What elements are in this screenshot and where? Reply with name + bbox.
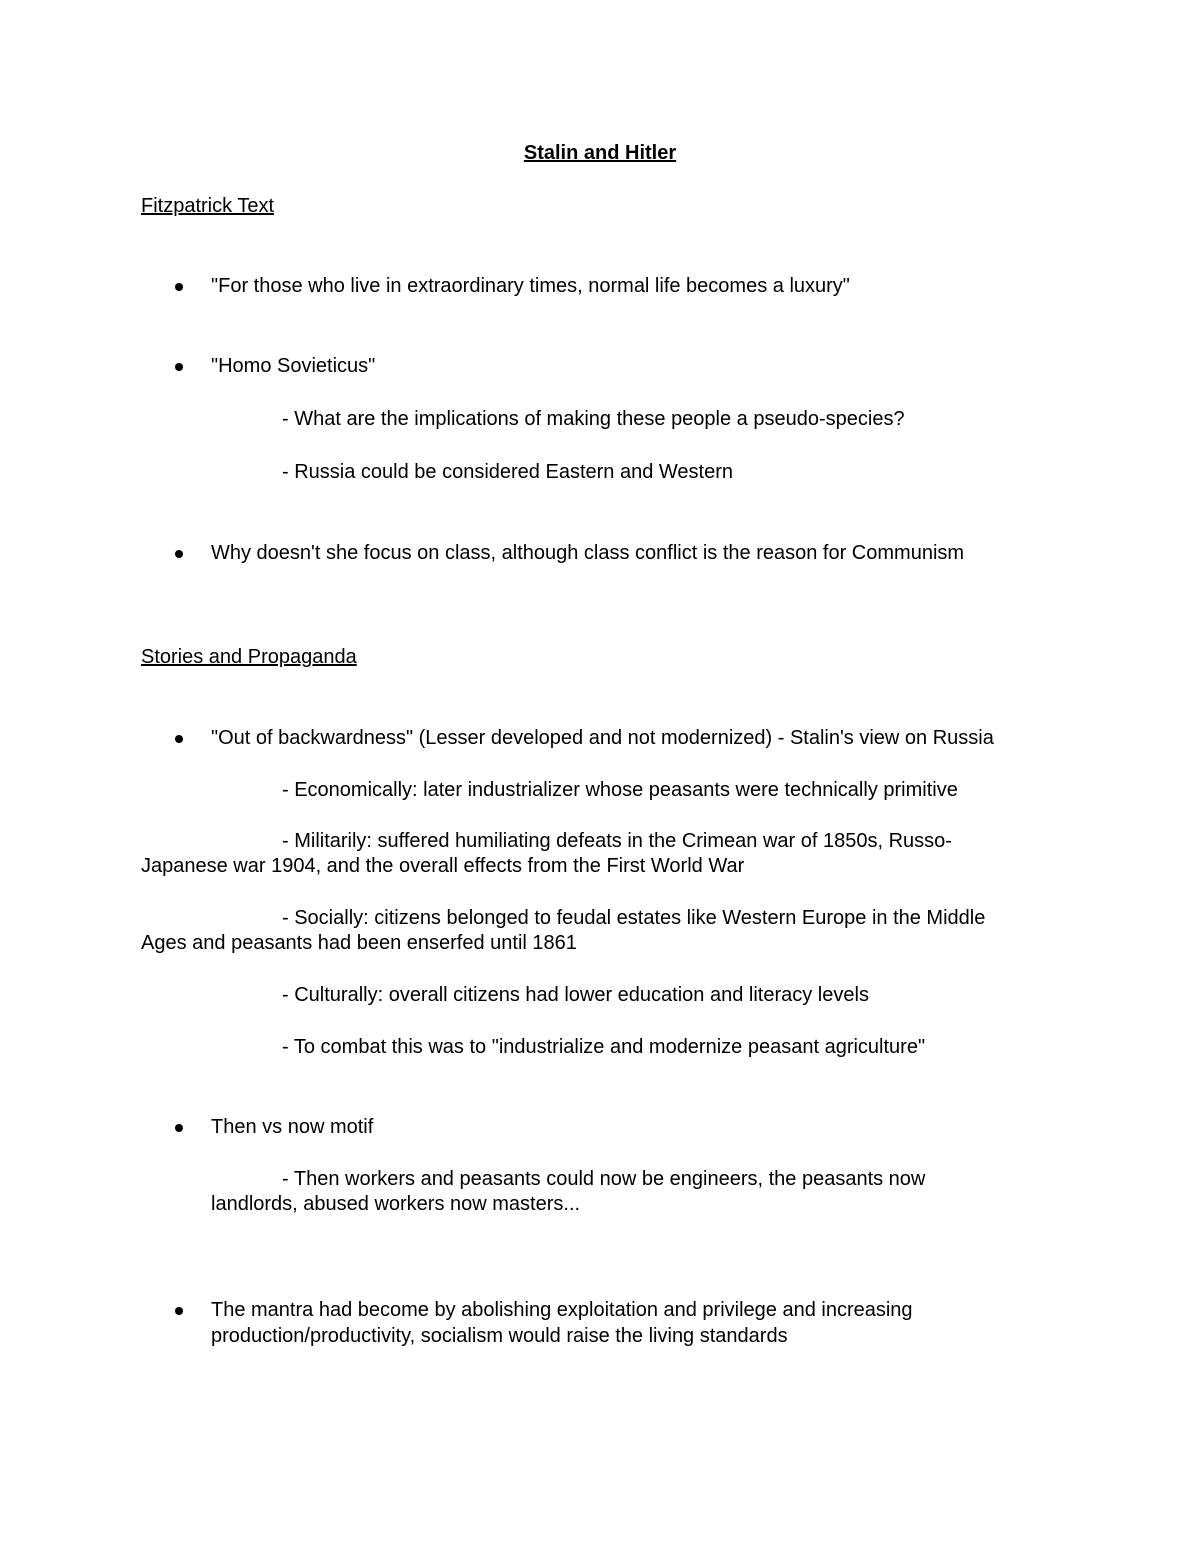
sub-item: - Economically: later industrializer whose peasants were technically primitive <box>282 779 958 801</box>
section-heading-fitzpatrick: Fitzpatrick Text <box>141 195 274 217</box>
bullet-icon <box>174 726 188 751</box>
bullet-icon <box>174 274 188 299</box>
sub-item-continuation: Japanese war 1904, and the overall effects from the First World War <box>141 855 745 877</box>
sub-item: - Socially: citizens belonged to feudal estates like Western Europe in the Middle <box>282 907 986 929</box>
bullet-icon <box>174 541 188 566</box>
list-item: "Out of backwardness" (Lesser developed and not modernized) - Stalin's view on Russia <box>211 727 994 749</box>
list-item: "For those who live in extraordinary times, normal life becomes a luxury" <box>211 275 850 297</box>
sub-item-continuation: landlords, abused workers now masters... <box>211 1193 581 1215</box>
list-item-continuation: production/productivity, socialism would raise the living standards <box>211 1325 788 1347</box>
bullet-icon <box>174 1298 188 1323</box>
sub-item-continuation: Ages and peasants had been enserfed until 1861 <box>141 932 577 954</box>
sub-item: - Then workers and peasants could now be engineers, the peasants now <box>282 1168 926 1190</box>
list-item: The mantra had become by abolishing exploitation and privilege and increasing <box>211 1299 913 1321</box>
list-item: "Homo Sovieticus" <box>211 355 376 377</box>
bullet-icon <box>174 1115 188 1140</box>
page-title: Stalin and Hitler <box>523 142 677 164</box>
list-item: Then vs now motif <box>211 1116 374 1138</box>
section-heading-stories: Stories and Propaganda <box>141 646 357 668</box>
sub-item: - Culturally: overall citizens had lower education and literacy levels <box>282 984 869 1006</box>
sub-item: - To combat this was to "industrialize and modernize peasant agriculture" <box>282 1036 926 1058</box>
sub-item: - Militarily: suffered humiliating defeats in the Crimean war of 1850s, Russo- <box>282 830 952 852</box>
bullet-icon <box>174 354 188 379</box>
sub-item: - What are the implications of making these people a pseudo-species? <box>282 408 905 430</box>
sub-item: - Russia could be considered Eastern and Western <box>282 461 733 483</box>
list-item: Why doesn't she focus on class, although class conflict is the reason for Communism <box>211 542 965 564</box>
